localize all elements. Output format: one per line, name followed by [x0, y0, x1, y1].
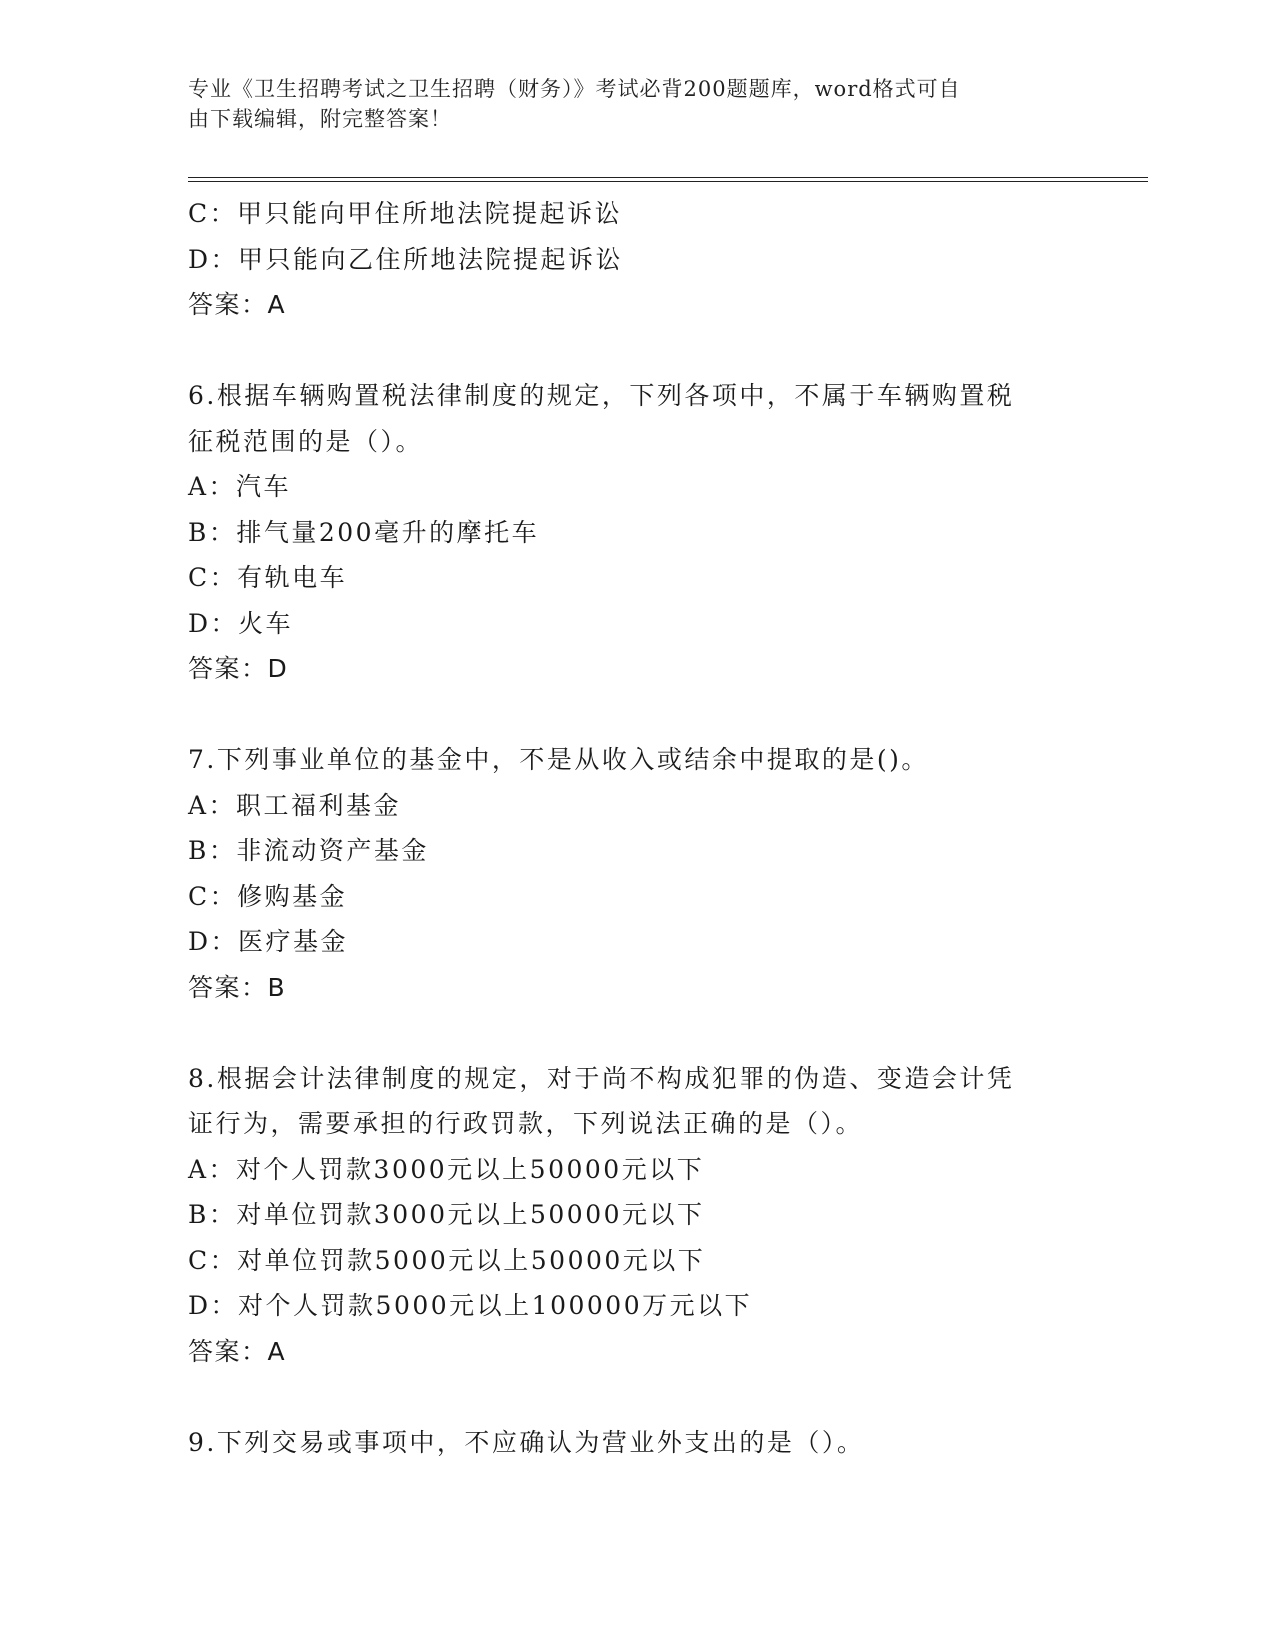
- question-6: [188, 373, 1088, 692]
- question-7: [188, 737, 1088, 1010]
- answer-line: 答案：A: [188, 1336, 287, 1366]
- header-line-2: 由下载编辑，附完整答案！: [188, 107, 452, 131]
- option-a: A：汽车: [188, 472, 292, 501]
- option-b: B：对单位罚款3000元以上50000元以下: [188, 1200, 705, 1229]
- answer-line: 答案：B: [188, 972, 287, 1002]
- option-a: A：职工福利基金: [188, 790, 402, 820]
- question-stem: 9.下列交易或事项中，不应确认为营业外支出的是（）。: [188, 1427, 865, 1457]
- option-c: C：修购基金: [188, 881, 348, 911]
- question-stem: 8.根据会计法律制度的规定，对于尚不构成犯罪的伪造、变造会计凭: [188, 1063, 1015, 1093]
- spacer: [188, 328, 1088, 374]
- question-8: [188, 1056, 1088, 1375]
- header-line-1: 专业《卫生招聘考试之卫生招聘（财务）》考试必背200题题库，word格式可自: [188, 77, 961, 101]
- question-9: [188, 1420, 1088, 1466]
- spacer: [188, 692, 1088, 738]
- header-rule-bottom: [188, 181, 1148, 182]
- option-a: A：对个人罚款3000元以上50000元以下: [188, 1154, 705, 1184]
- option-c: C：有轨电车: [188, 563, 348, 592]
- option-d: D：对个人罚款5000元以上100000万元以下: [188, 1291, 753, 1320]
- spacer: [188, 1374, 1088, 1420]
- question-stem: 6.根据车辆购置税法律制度的规定，下列各项中，不属于车辆购置税: [188, 381, 1015, 410]
- answer-line: 答案：A: [188, 290, 287, 319]
- header-rule-top: [188, 177, 1148, 178]
- spacer: [188, 1010, 1088, 1056]
- question-5-continued: [188, 191, 1088, 328]
- option-c: C：对单位罚款5000元以上50000元以下: [188, 1245, 706, 1275]
- option-c: C：甲只能向甲住所地法院提起诉讼: [188, 199, 623, 228]
- answer-line: 答案：D: [188, 654, 289, 683]
- option-d: D：甲只能向乙住所地法院提起诉讼: [188, 244, 624, 274]
- question-stem: 证行为，需要承担的行政罚款，下列说法正确的是（）。: [188, 1109, 864, 1138]
- option-d: D：医疗基金: [188, 927, 349, 956]
- document-header: [188, 74, 1068, 134]
- document-body: [188, 191, 1088, 1465]
- option-d: D：火车: [188, 608, 294, 638]
- question-stem: 征税范围的是（）。: [188, 426, 424, 456]
- option-b: B：排气量200毫升的摩托车: [188, 517, 540, 547]
- option-b: B：非流动资产基金: [188, 836, 429, 865]
- question-stem: 7.下列事业单位的基金中，不是从收入或结余中提取的是()。: [188, 745, 929, 774]
